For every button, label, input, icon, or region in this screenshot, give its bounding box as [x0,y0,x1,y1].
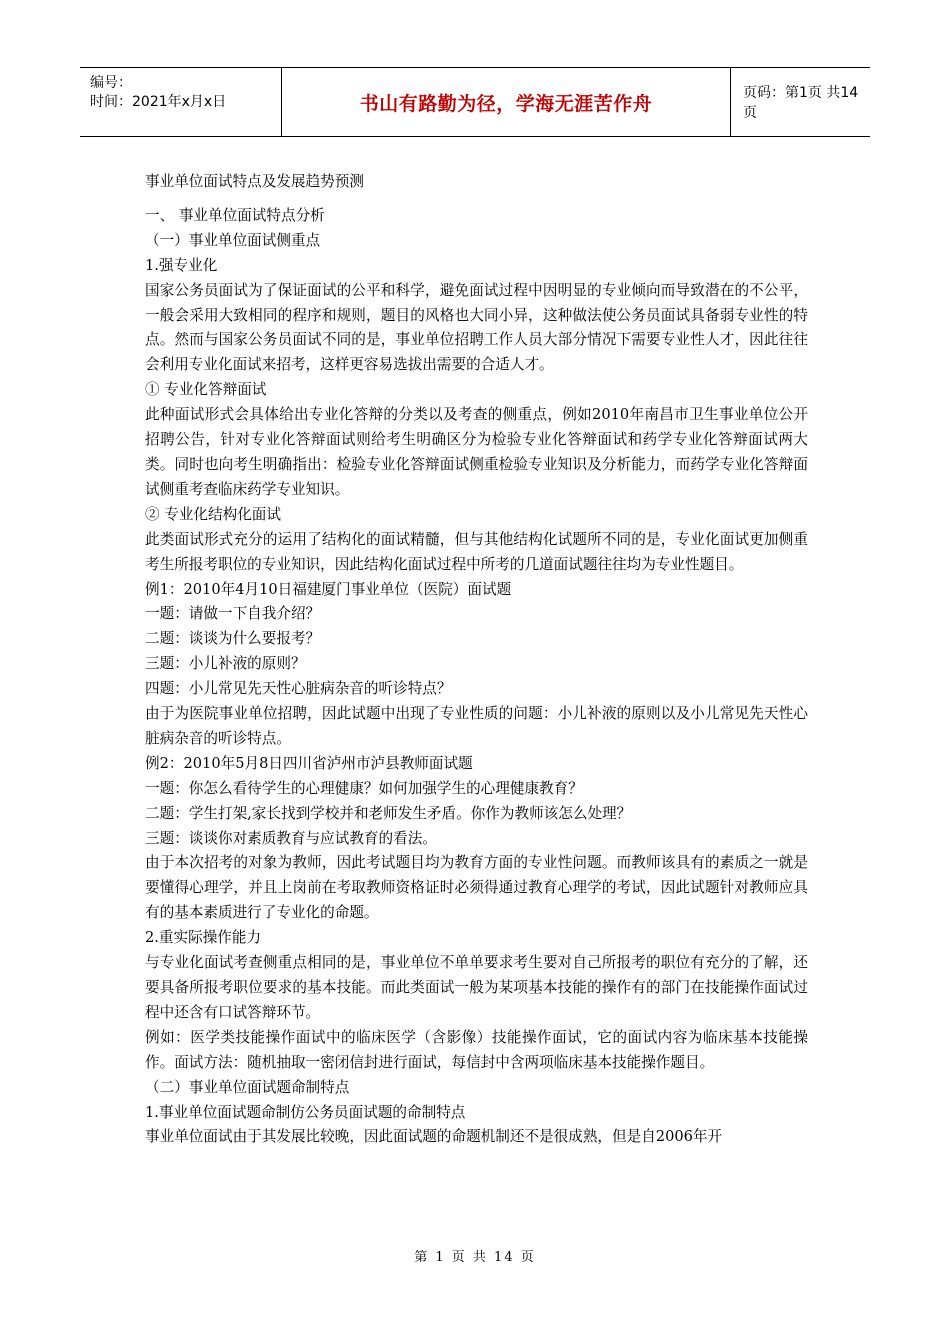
paragraph: 四题：小儿常见先天性心脏病杂音的听诊特点？ [145,680,452,698]
paragraph: 与专业化面试考查侧重点相同的是，事业单位不单单要求考生要对自己所报考的职位有充分的了解，还要具备所报考职位要求的基本技能。而此类面试一般为某项基本技能的操作有的部门在技能操作面试过程中还含有口试答辩环节。 [145,954,808,1021]
paragraph: 二题：学生打架,家长找到学校并和老师发生矛盾。你作为教师该怎么处理？ [145,804,632,822]
paragraph: 此类面试形式充分的运用了结构化的面试精髓，但与其他结构化试题所不同的是，专业化面试更加侧重考生所报考职位的专业知识，因此结构化面试过程中所考的几道面试题往往均为专业性题目。 [145,530,808,573]
document-number-label: 编号： [90,75,132,91]
motto-text: 书山有路勤为径，学海无涯苦作舟 [359,92,653,115]
paragraph: ① 专业化答辩面试 [145,381,267,399]
footer-page-number: 第 1 页 共 14 页 [414,1250,536,1265]
paragraph: 例如：医学类技能操作面试中的临床医学（含影像）技能操作面试，它的面试内容为临床基本技能操作。面试方法：随机抽取一密闭信封进行面试，每信封中含两项临床基本技能操作题目。 [145,1028,808,1071]
header-info-cell [80,68,282,136]
paragraph: ② 专业化结构化面试 [145,505,281,523]
document-title: 事业单位面试特点及发展趋势预测 [145,173,364,190]
paragraph: （一）事业单位面试侧重点 [145,231,321,249]
header-box [80,67,870,137]
paragraph: 三题：谈谈你对素质教育与应试教育的看法。 [145,829,437,847]
paragraph: 例2：2010年5月8日四川省泸州市泸县教师面试题 [145,754,473,772]
paragraph: 三题：小儿补液的原则？ [145,655,306,673]
page-info: 页码：第1页 共14页 [743,85,859,121]
paragraph: 事业单位面试由于其发展比较晚，因此面试题的命题机制还不是很成熟，但是自2006年开 [145,1128,723,1146]
paragraph: 此种面试形式会具体给出专业化答辩的分类以及考查的侧重点，例如2010年南昌市卫生事业单位公开招聘公告，针对专业化答辩面试则给考生明确区分为检验专业化答辩面试和药学专业化答辩面试两大类。同时也向考生明确指出：检验专业化答辩面试侧重检验专业知识及分析能力，而药学专业化答辩面试侧重考查临床药学专业知识。 [145,406,808,498]
paragraph: 一题：请做一下自我介绍？ [145,605,321,623]
paragraph: 一题：你怎么看待学生的心理健康？如何加强学生的心理健康教育？ [145,779,583,797]
paragraph: 由于本次招考的对象为教师，因此考试题目均为教育方面的专业性问题。而教师该具有的素质之一就是要懂得心理学，并且上岗前在考取教师资格证时必须得通过教育心理学的考试，因此试题针对教师应具有的基本素质进行了专业化的命题。 [145,854,808,922]
paragraph: 1.强专业化 [145,256,218,274]
paragraph: 一、 事业单位面试特点分析 [145,206,325,224]
paragraph-list [145,204,808,1150]
document-body [145,170,808,1150]
paragraph: 1.事业单位面试题命制仿公务员面试题的命制特点 [145,1103,466,1121]
paragraph: 由于为医院事业单位招聘，因此试题中出现了专业性质的问题：小儿补液的原则以及小儿常见先天性心脏病杂音的听诊特点。 [145,705,808,747]
paragraph: 例1：2010年4月10日福建厦门事业单位（医院）面试题 [145,580,512,598]
paragraph: 2.重实际操作能力 [145,929,262,947]
paragraph: （二）事业单位面试题命制特点 [145,1078,350,1096]
header-page-cell [731,68,870,136]
paragraph: 国家公务员面试为了保证面试的公平和科学，避免面试过程中因明显的专业倾向而导致潜在的不公平，一般会采用大致相同的程序和规则，题目的风格也大同小异，这种做法使公务员面试具备弱专业性的特点。然而与国家公务员面试不同的是，事业单位招聘工作人员大部分情况下需要专业性人才，因此往往会利用专业化面试来招考，这样更容易选拔出需要的合适人才。 [145,281,808,374]
header-motto-cell [282,68,731,136]
paragraph: 二题：谈谈为什么要报考？ [145,630,321,648]
document-date: 时间：2021年x月x日 [90,94,227,110]
page-footer [0,1246,950,1265]
